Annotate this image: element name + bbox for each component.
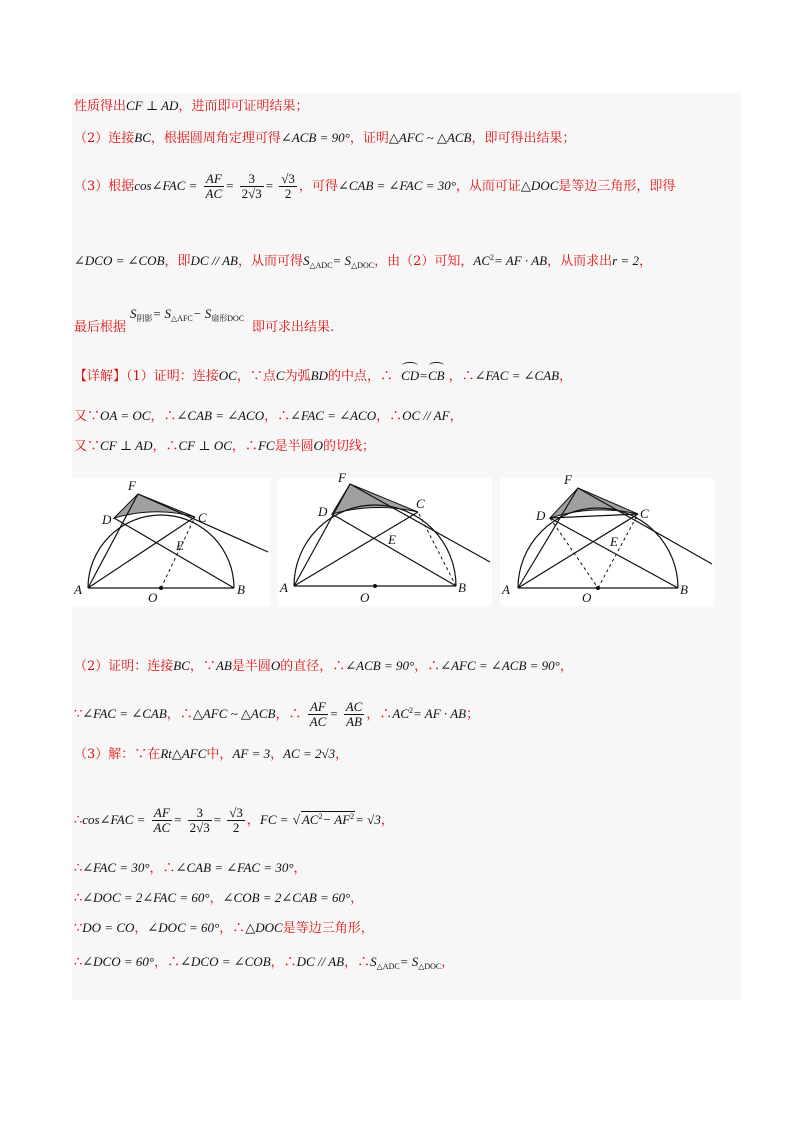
sqrt-expression: √ $AC^2- AF^2$ [292, 812, 355, 827]
label-b: B [237, 582, 245, 597]
fraction-ac-ab: $\frac{AC}{AB}$ [345, 699, 363, 729]
point-o [159, 586, 163, 590]
label-c: C [198, 510, 207, 525]
label-c: C [416, 496, 425, 511]
figure-2-panel [278, 470, 492, 606]
label-b: B [458, 580, 466, 595]
text-line-7: 又∵OA = OC，∴∠CAB = ∠ACO，∴∠FAC = ∠ACO，∴OC // AF， [74, 408, 463, 424]
area-adc-eq-dhoc: $S_{\triangle ADC}= S_{\triangle DOC}$ [302, 253, 375, 270]
label-f: F [128, 478, 136, 493]
fraction-3-2sqrt3: $\frac{3}{2√3}$ [241, 171, 262, 201]
figure-3-panel [500, 472, 714, 606]
geometry-figure-3 [500, 472, 714, 606]
fraction-af-ac: $\frac{AF}{AC}$ [153, 805, 171, 835]
label-o: O [148, 590, 158, 605]
text-line-11: （3）解：∵在Rt△AFC中，AF = 3，AC = 2√3， [74, 746, 349, 762]
segment-do [550, 518, 598, 588]
label-d: D [102, 512, 112, 527]
text-line-13: ∴∠FAC = 30°，∴∠CAB = ∠FAC = 30°， [74, 860, 307, 876]
label-c: C [640, 506, 649, 521]
label-f: F [338, 470, 346, 485]
label-e: E [610, 534, 618, 549]
tangent-line [578, 488, 712, 564]
label-o: O [360, 590, 370, 605]
text-line-3: （3）根据cos∠FAC = $\frac{AF}{AC}$ = $\frac{3}{2√3}$ = $\frac{√3}{2}$ ，可得∠CAB = ∠FAC = 30°，从而可证△DOC是等边三角形，即得 [74, 171, 676, 201]
text-line-8: 又∵CF ⊥ AD，∴CF ⊥ OC，∴FC是半圆O的切线； [74, 438, 375, 454]
fraction-sqrt3-2: $\frac{√3}{2}$ [229, 805, 243, 835]
fraction-3-2sqrt3: $\frac{3}{2√3}$ [189, 805, 210, 835]
text-line-5: 最后根据 即可求出结果. [74, 320, 335, 335]
point-o [596, 586, 600, 590]
text-line-10: ∵∠FAC = ∠CAB，∴△AFC ~ △ACB，∴ $\frac{AF}{AC}$ = $\frac{AC}{AB}$ ，$\therefore AC^2=$ AF · AB； [74, 699, 480, 729]
text-line-14: ∴∠DOC = 2∠FAC = 60°，∠COB = 2∠CAB = 60°， [74, 890, 364, 906]
shaded-region [332, 484, 418, 514]
line-bd [332, 514, 456, 586]
fraction-af-ac: $\frac{AF}{AC}$ [309, 699, 327, 729]
text-line-9: （2）证明：连接BC，∵AB是半圆O的直径，∴∠ACB = 90°，∴∠AFC = ∠ACB = 90°， [74, 658, 573, 674]
label-a: A [502, 582, 510, 597]
fraction-sqrt3-2: $\frac{√3}{2}$ [281, 171, 295, 201]
fraction-af-ac: $\frac{AF}{AC}$ [205, 171, 223, 201]
line-af [294, 484, 350, 586]
text-line-4: ∠DCO = ∠COB，即DC // AB，从而可得$S_{\triangle ADC}= S_{\triangle DOC}$，由（2）可知，$AC^2=$ AF · AB，从而求出r = 2， [74, 253, 652, 270]
text-line-2: （2）连接BC，根据圆周角定理可得∠ACB = 90°，证明△AFC ~ △ACB，即可得出结果； [74, 130, 576, 146]
line-af [518, 488, 578, 588]
text-line-16: ∴∠DCO = 60°，∴∠DCO = ∠COB，∴DC // AB，$\therefore S_{\triangle ADC}= S_{\triangle DOC}$， [74, 954, 455, 971]
label-a: A [280, 580, 288, 595]
label-f: F [564, 472, 572, 487]
label-a: A [74, 582, 82, 597]
ac-squared-eq: $AC^2=$ AF · AB [473, 253, 548, 268]
label-e: E [176, 538, 184, 553]
label-b: B [680, 582, 688, 597]
line-ac [294, 512, 418, 586]
point-o [373, 584, 377, 588]
label-o: O [582, 590, 592, 605]
shaded-area-formula: $S_{阴影}= S_{\triangle AFC}- S_{扇形DOC}$ [130, 306, 245, 323]
text-line-15: ∵DO = CO，∠DOC = 60°，∴△DOC是等边三角形， [74, 920, 374, 936]
text-line-12: ∴cos∠FAC = $\frac{AF}{AC}$ = $\frac{3}{2√3}$ = $\frac{√3}{2}$ ，FC = √ $AC^2- AF^2= √3$， [74, 805, 394, 835]
label-d: D [318, 504, 328, 519]
text-line-6: 【详解】（1）证明：连接OC，∵点C为弧BD的中点，∴ CD=CB ，∴∠FAC = ∠CAB， [74, 368, 573, 384]
figure-1-panel [72, 478, 270, 606]
geometry-figure-1 [72, 478, 270, 606]
line-af [88, 494, 138, 588]
line-ac [518, 514, 638, 588]
text-line-1: 性质得出CF ⊥ AD，进而即可证明结果； [74, 98, 309, 114]
geometry-figure-2 [278, 470, 492, 606]
label-d: D [536, 508, 546, 523]
segment-oc [598, 514, 638, 588]
label-e: E [388, 532, 396, 547]
